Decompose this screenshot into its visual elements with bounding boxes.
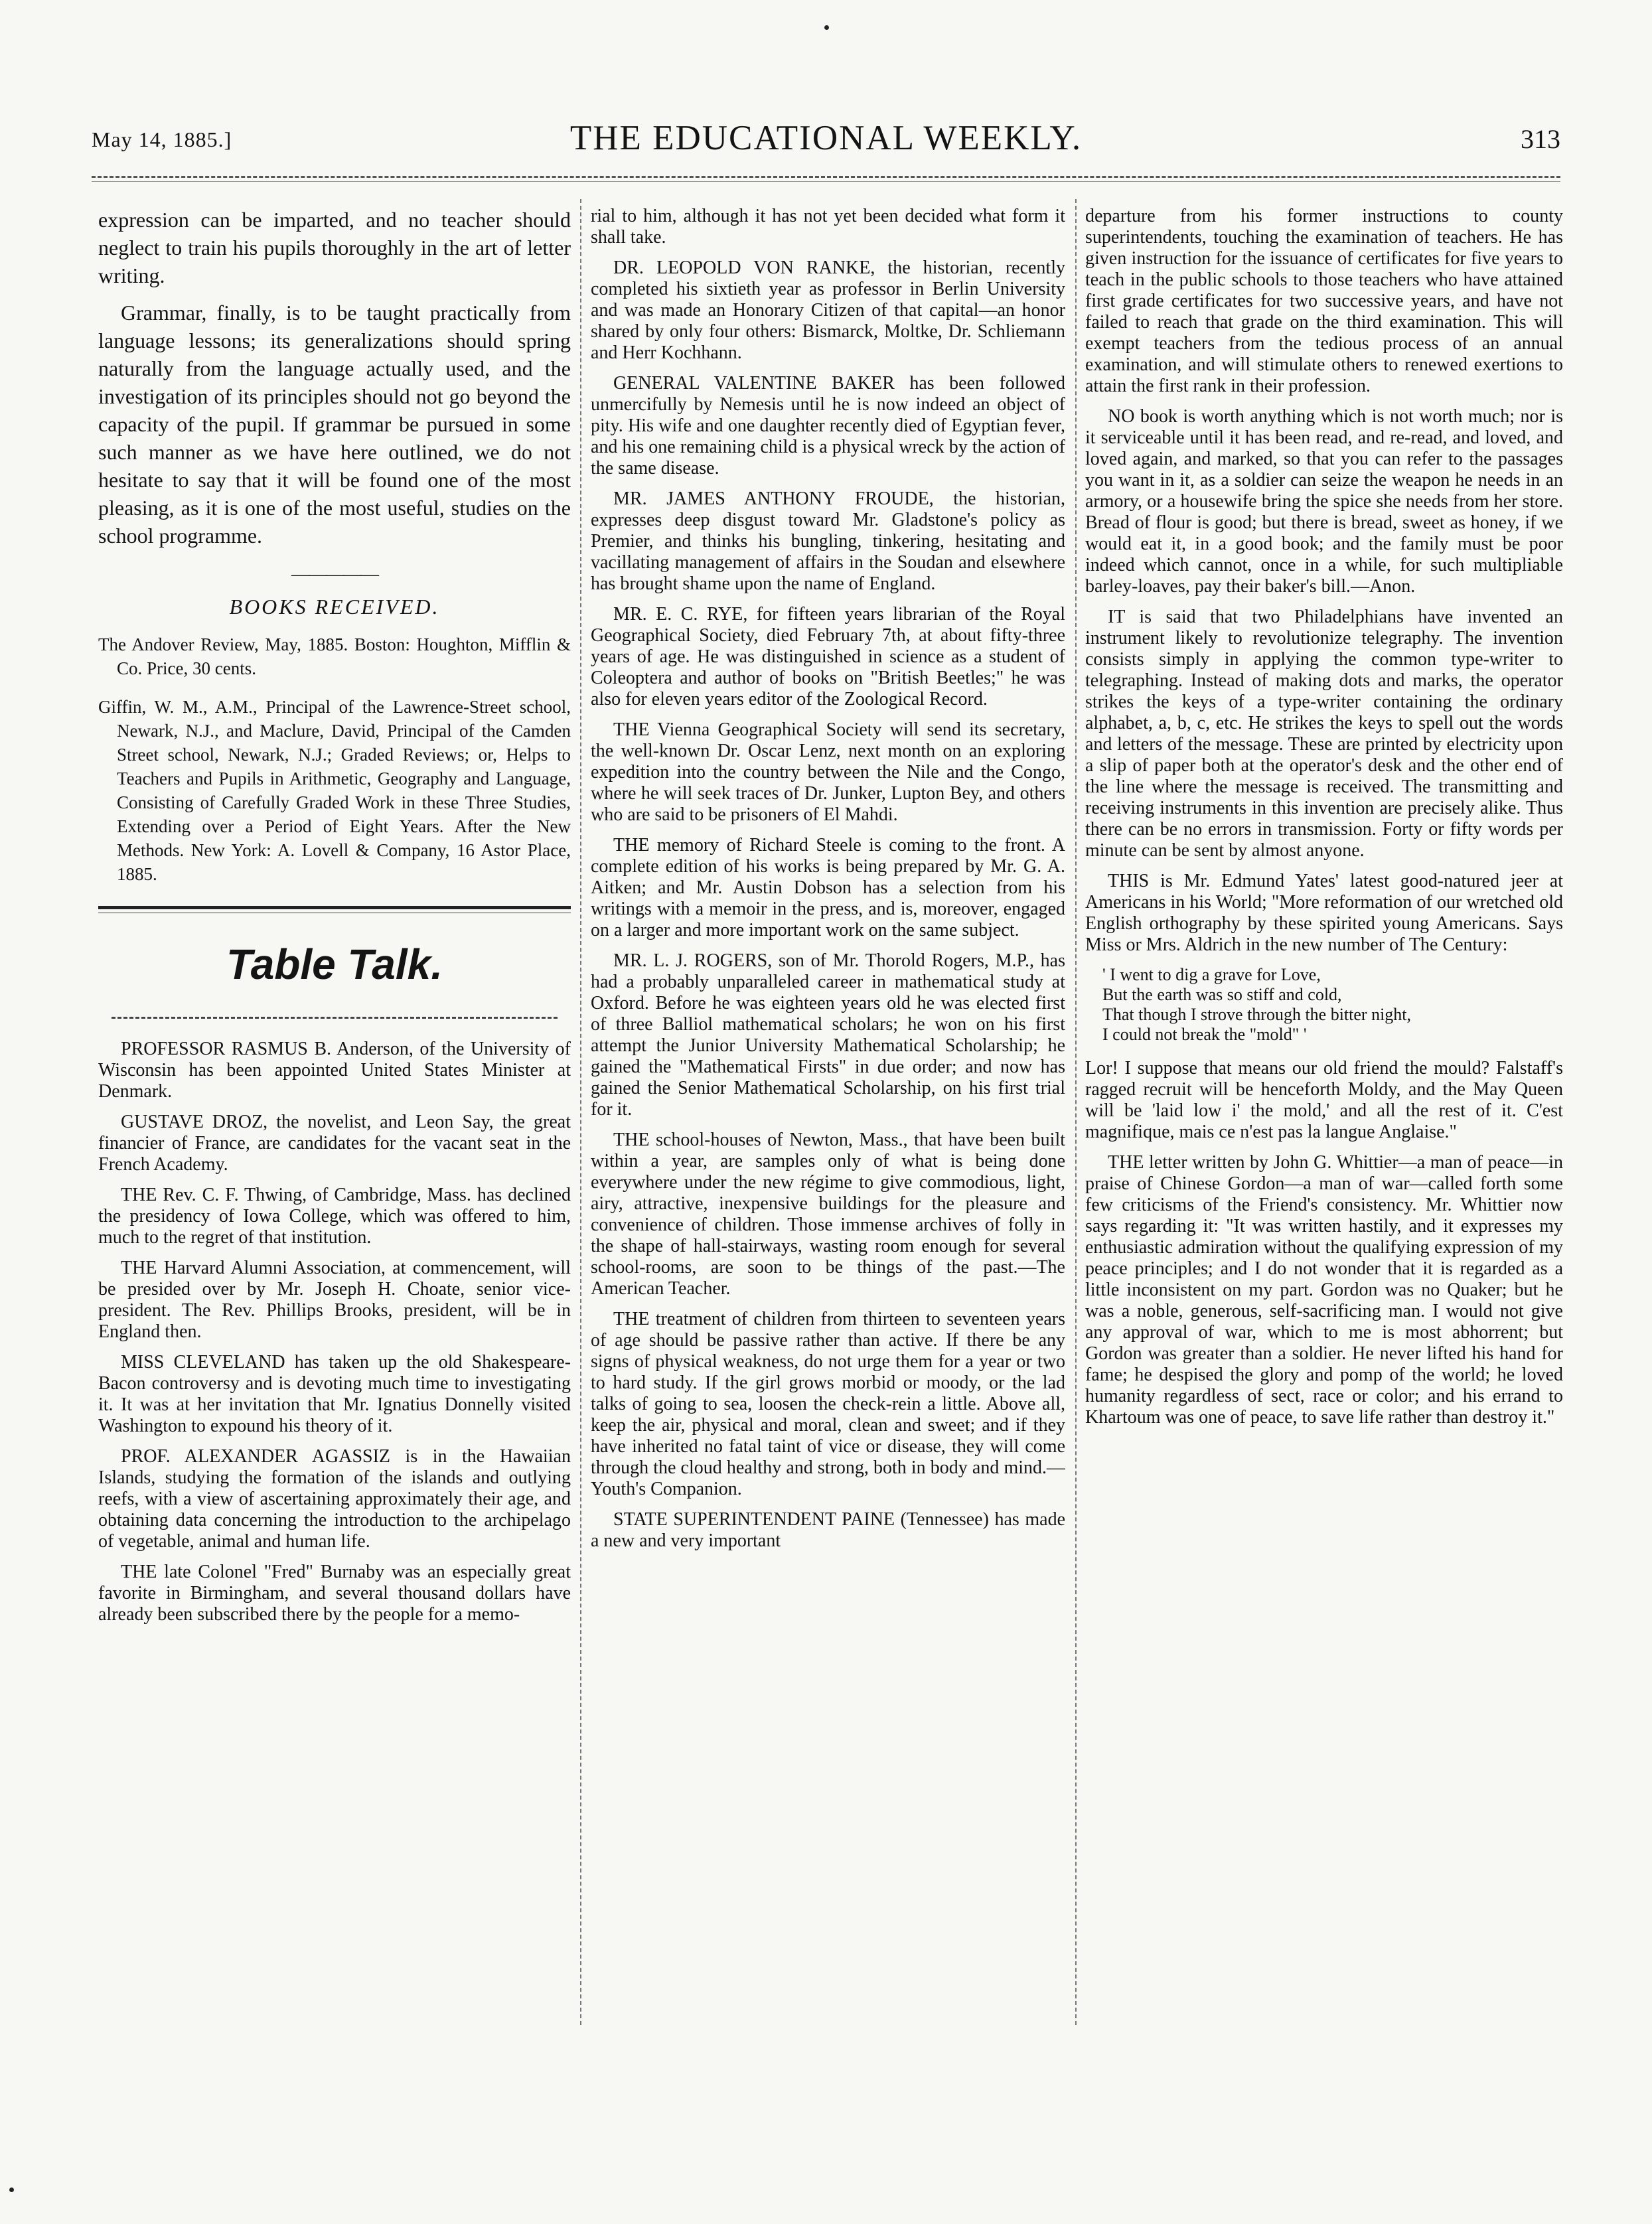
news-item: rial to him, although it has not yet been decided what form it shall take. [591, 206, 1065, 248]
news-item: STATE SUPERINTENDENT PAINE (Tennessee) has made a new and very important [591, 1509, 1065, 1551]
news-item: THE late Colonel "Fred" Burnaby was an especially great favorite in Birmingham, and several thousand dollars have already been subscribed there by the people for a memo- [98, 1562, 571, 1625]
speck-mark [824, 25, 829, 30]
page-header [92, 118, 1560, 158]
news-item: THE treatment of children from thirteen to seventeen years of age should be passive rather than active. If there be any signs of physical weakness, do not urge them for a year or two to hard study. If the girl grows morbid or moody, or the lad talks of going to sea, loosen the check-rein a little. Above all, keep the air, physical and moral, clean and sweet; and if they have inherited no fatal taint of vice or disease, they will come through the cloud healthy and strong, both in body and mind.—Youth's Companion. [591, 1309, 1065, 1499]
poem-line: That though I strove through the bitter night, [1102, 1005, 1412, 1024]
book-entry: The Andover Review, May, 1885. Boston: Houghton, Mifflin & Co. Price, 30 cents. [98, 634, 571, 678]
news-item: THE Harvard Alumni Association, at commencement, will be presided over by Mr. Joseph H. Choate, senior vice-president. The Rev. Phillips Brooks, president, will be in England then. [98, 1258, 571, 1342]
news-item: IT is said that two Philadelphians have invented an instrument likely to revolutionize telegraphy. The invention consists simply in applying the common type-writer to telegraphing. Instead of making dots and marks, the operator strikes the keys of a type-writer containing the ordinary alphabet, a, b, c, etc. He strikes the keys to spell out the words and letters of the message. These are printed by electricity upon a slip of paper both at the operator's desk and the other end of the line where the message is received. The transmitting and receiving instruments in this invention are precisely alike. Thus there can be no errors in transmission. Forty or fifty words per minute can be sent by almost anyone. [1085, 607, 1563, 861]
paragraph: Grammar, finally, is to be taught practically from language lessons; its generalizations should spring naturally from the language actually used, and the investigation of its principles should not go beyond the capacity of the pupil. If grammar be pursued in some such manner as we have here outlined, we do not hesitate to say that it will be found one of the most pleasing, as it is one of the most useful, studies on the school programme. [98, 301, 571, 548]
issue-date: May 14, 1885.] [92, 127, 232, 151]
poem-line: ' I went to dig a grave for Love, [1102, 965, 1321, 984]
ornament-divider: ————— [291, 564, 378, 585]
column-3 [1085, 206, 1563, 2058]
poem-line: I could not break the "mold" ' [1102, 1025, 1307, 1044]
column-divider [580, 199, 581, 2025]
section-rule [98, 906, 571, 909]
news-item: MR. L. J. ROGERS, son of Mr. Thorold Rogers, M.P., has had a probably unparalleled career in mathematical study at Oxford. Before he was eighteen years old he was elected first of three Balliol mathematical scholars; he won on his first attempt the Junior University Mathematical Scholarship; he gained the "Mathematical Firsts" in due order; and now has gained the Senior Mathematical Scholarship, on his first trial for it. [591, 950, 1065, 1120]
column-divider [1075, 199, 1077, 2025]
header-rule [92, 176, 1560, 182]
book-entry: Giffin, W. M., A.M., Principal of the Lawrence-Street school, Newark, N.J., and Maclure, David, Principal of the Camden Street school, Newark, N.J.; Graded Reviews; or, Helps to Teachers and Pupils in Arithmetic, Geography and Language, Consisting of Carefully Graded Work in these Three Studies, Extending over a Period of Eight Years. After the New Methods. New York: A. Lovell & Company, 16 Astor Place, 1885. [98, 697, 571, 884]
news-item: departure from his former instructions to county superintendents, touching the examination of teachers. He has given instruction for the issuance of certificates for five years to teach in the public schools to those teachers who have attained first grade certificates for two successive years, and have not failed to reach that grade on the third examination. This will exempt teachers from the tedious process of an annual examination, and will stimulate others to renewed exertions to attain the first rank in their profession. [1085, 206, 1563, 396]
news-item: NO book is worth anything which is not worth much; nor is it serviceable until it has been read, and re-read, and loved, and loved again, and marked, so that you can refer to the passages you want in it, as a soldier can seize the weapon he needs in an armory, or a housewife bring the spice she needs from her store. Bread of flour is good; but there is bread, sweet as honey, if we would eat it, in a good book; and the family must be poor indeed which cannot, once in a while, for such multipliable barley-loaves, pay their baker's bill.—Anon. [1085, 406, 1563, 597]
speck-mark [9, 2187, 14, 2192]
news-item: GENERAL VALENTINE BAKER has been followed unmercifully by Nemesis until he is now indeed an object of pity. His wife and one daughter recently died of Egyptian fever, and his one remaining child is a physical wreck by the action of the same disease. [591, 373, 1065, 479]
books-received-heading: BOOKS RECEIVED. [229, 595, 440, 619]
dashed-rule [112, 1017, 558, 1019]
news-item: PROFESSOR RASMUS B. Anderson, of the University of Wisconsin has been appointed United States Minister at Denmark. [98, 1039, 571, 1102]
news-item: GUSTAVE DROZ, the novelist, and Leon Say, the great financier of France, are candidates for the vacant seat in the French Academy. [98, 1112, 571, 1175]
news-item: DR. LEOPOLD VON RANKE, the historian, recently completed his sixtieth year as professor in Berlin University and was made an Honorary Citizen of that capital—an honor shared by only four others: Bismarck, Moltke, Dr. Schliemann and Herr Kochhann. [591, 258, 1065, 363]
news-item: PROF. ALEXANDER AGASSIZ is in the Hawaiian Islands, studying the formation of the islands and outlying reefs, with a view of ascertaining approximately their age, and obtaining data concerning the introduction to the archipelago of vegetable, animal and human life. [98, 1446, 571, 1552]
page-number: 313 [1521, 124, 1560, 154]
paragraph: expression can be imparted, and no teacher should neglect to train his pupils thoroughly in the art of letter writing. [98, 208, 571, 287]
column-1 [98, 206, 571, 2058]
news-item: THE school-houses of Newton, Mass., that have been built within a year, are samples only of what is being done everywhere under the new régime to give commodious, light, airy, attractive, inexpensive buildings for the pleasure and convenience of children. Those immense archives of folly in the shape of hall-stairways, wasting room enough for several school-rooms, are soon to be things of the past.—The American Teacher. [591, 1130, 1065, 1299]
news-item: THE memory of Richard Steele is coming to the front. A complete edition of his works is being prepared by Mr. G. A. Aitken; and Mr. Austin Dobson has a selection from his writings with a memoir in the press, and is, moreover, engaged on a larger and more important work on the same subject. [591, 835, 1065, 940]
news-item: THIS is Mr. Edmund Yates' latest good-natured jeer at Americans in his World; "More reformation of our wretched old English orthography by these spirited young Americans. Says Miss or Mrs. Aldrich in the new number of The Century: [1085, 871, 1563, 955]
poem-line: But the earth was so stiff and cold, [1102, 985, 1342, 1004]
news-item: THE Vienna Geographical Society will send its secretary, the well-known Dr. Oscar Lenz, next month on an exploring expedition into the country between the Nile and the Congo, where he will seek traces of Dr. Junker, Lupton Bey, and others who are said to be prisoners of El Mahdi. [591, 719, 1065, 825]
news-item: MR. E. C. RYE, for fifteen years librarian of the Royal Geographical Society, died February 7th, at about fifty-three years of age. He was distinguished in science as a student of Coleoptera and author of books on "British Beetles;" he was also for eleven years editor of the Zoological Record. [591, 604, 1065, 709]
news-item: MISS CLEVELAND has taken up the old Shakespeare-Bacon controversy and is devoting much time to investigating it. It was at her invitation that Mr. Ignatius Donnelly visited Washington to expound his theory of it. [98, 1352, 571, 1436]
column-2 [591, 206, 1065, 2058]
news-item: Lor! I suppose that means our old friend the mould? Falstaff's ragged recruit will be henceforth Moldy, and the May Queen will be 'laid low i' the mold,' and all the rest of it. C'est magnifique, mais ce n'est pas la langue Anglaise." [1085, 1058, 1563, 1142]
section-title: Table Talk. [226, 940, 443, 988]
news-item: THE Rev. C. F. Thwing, of Cambridge, Mass. has declined the presidency of Iowa College, which was offered to him, much to the regret of that institution. [98, 1185, 571, 1248]
news-item: MR. JAMES ANTHONY FROUDE, the historian, expresses deep disgust toward Mr. Gladstone's policy as Premier, and thinks his bungling, tinkering, hesitating and vacillating management of affairs in the Soudan and elsewhere has brought shame upon the name of England. [591, 488, 1065, 594]
poem-quote [1102, 965, 1563, 1045]
journal-title: THE EDUCATIONAL WEEKLY. [569, 119, 1083, 157]
news-item: THE letter written by John G. Whittier—a man of peace—in praise of Chinese Gordon—a man of war—called forth some few criticisms of the Friend's consistency. Mr. Whittier now says regarding it: "It was written hastily, and it expresses my enthusiastic admiration without the qualifying expression of my peace principles; and I do not wonder that it is regarded as a little inconsistent on my part. Gordon was no Quaker; but he was a noble, generous, self-sacrificing man. I would not give any approval of war, which to me is most abhorrent; but Gordon was greater than a soldier. He never lifted his hand for fame; he despised the glory and pomp of the world; he loved humanity regardless of sect, race or color; and his errand to Khartoum was one of peace, to save life rather than destroy it." [1085, 1152, 1563, 1428]
